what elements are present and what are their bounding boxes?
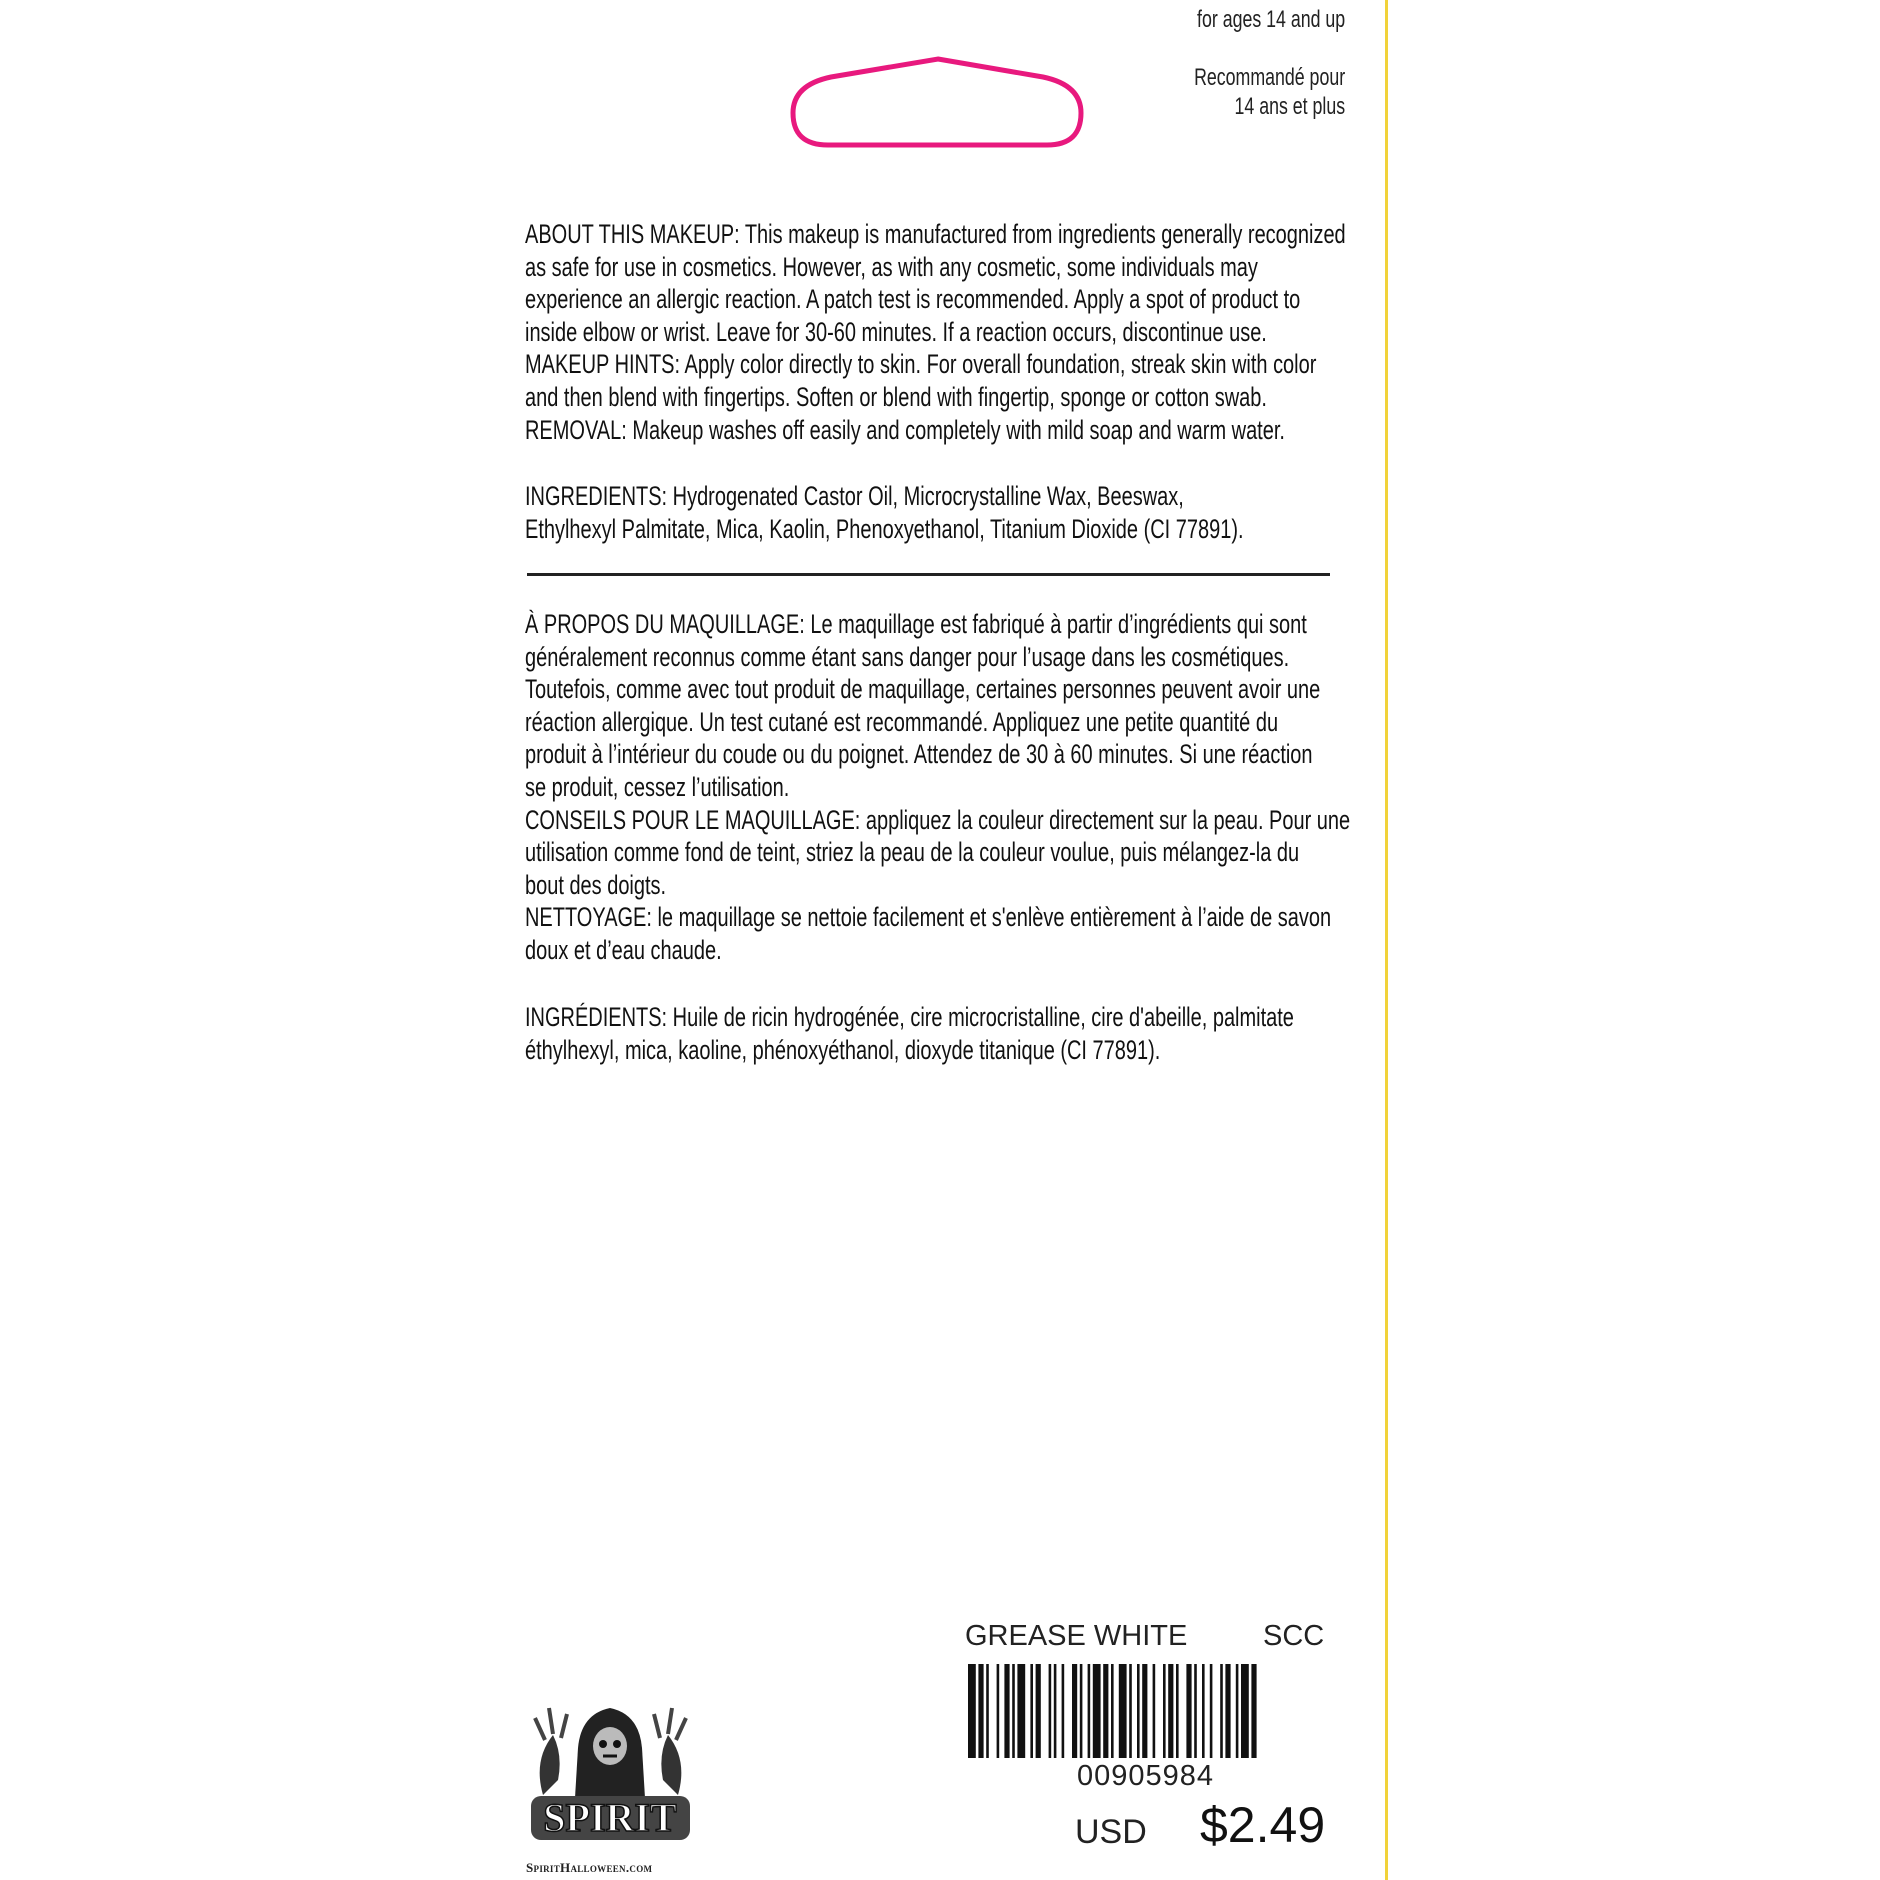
ingredients-line: éthylhexyl, mica, kaoline, phénoxyéthanol, dioxyde titanique (CI 77891). <box>525 1034 1161 1065</box>
barcode-bar <box>1137 1664 1140 1758</box>
age-recommendation-fr: Recommandé pour 14 ans et plus <box>1193 64 1345 120</box>
english-instructions <box>525 218 1634 446</box>
logo-wordmark: SPIRIT <box>543 1795 677 1840</box>
barcode-bar <box>1017 1664 1025 1758</box>
barcode-bar <box>1220 1664 1223 1758</box>
removal-line-1: NETTOYAGE: le maquillage se nettoie facilement et s'enlève entièrement à l’aide de savon <box>525 902 1332 933</box>
hints-line-1: CONSEILS POUR LE MAQUILLAGE: appliquez la couleur directement sur la peau. Pour une <box>525 804 1351 835</box>
hints-line: and then blend with fingertips. Soften or blend with fingertip, sponge or cotton swab. <box>525 381 1267 412</box>
barcode-bar <box>1054 1664 1057 1758</box>
barcode-bar <box>1186 1664 1191 1758</box>
packaging-back-card <box>500 0 1388 1880</box>
barcode-bar <box>1163 1664 1166 1758</box>
barcode-bar <box>978 1664 983 1758</box>
barcode-bar <box>1142 1664 1147 1758</box>
removal-line: doux et d’eau chaude. <box>525 934 722 965</box>
ingredients-line-1: INGRÉDIENTS: Huile de ricin hydrogénée, cire microcristalline, cire d'abeille, palmitate <box>525 1002 1294 1032</box>
hints-line: utilisation comme fond de teint, striez la peau de la couleur voulue, puis mélangez-la du <box>525 837 1300 868</box>
section-divider <box>527 573 1330 576</box>
barcode-bar <box>1062 1664 1065 1758</box>
ingredients-line-1: INGREDIENTS: Hydrogenated Castor Oil, Microcrystalline Wax, Beeswax, <box>525 481 1184 511</box>
hints-label: CONSEILS POUR LE MAQUILLAGE: <box>525 804 861 835</box>
french-ingredients <box>525 1001 1564 1066</box>
barcode-bar <box>1225 1664 1230 1758</box>
about-line: Toutefois, comme avec tout produit de maquillage, certaines personnes peuvent avoir une <box>525 674 1321 705</box>
barcode-bar <box>1004 1664 1009 1758</box>
removal-line: REMOVAL: Makeup washes off easily and completely with mild soap and warm water. <box>525 414 1285 445</box>
about-line: inside elbow or wrist. Leave for 30-60 minutes. If a reaction occurs, discontinue use. <box>525 316 1267 347</box>
english-ingredients <box>525 480 1496 545</box>
product-name: GREASE WHITE <box>965 1620 1188 1652</box>
barcode-icon <box>968 1664 1328 1758</box>
ingredients-label: INGREDIENTS: <box>525 481 668 511</box>
barcode-bar <box>1080 1664 1083 1758</box>
barcode-bar <box>1241 1664 1249 1758</box>
brand-website: SpiritHalloween.com <box>526 1860 653 1875</box>
upc-number: 00905984 <box>1077 1760 1215 1792</box>
hints-label: MAKEUP HINTS: <box>525 349 681 380</box>
barcode-bar <box>986 1664 989 1758</box>
french-instructions <box>525 608 1640 967</box>
ingredients-line: Ethylhexyl Palmitate, Mica, Kaolin, Phenoxyethanol, Titanium Dioxide (CI 77891). <box>525 513 1244 544</box>
about-line-1: ABOUT THIS MAKEUP: This makeup is manufactured from ingredients generally recognized <box>525 219 1346 249</box>
barcode-bar <box>1093 1664 1101 1758</box>
barcode-bar <box>1236 1664 1239 1758</box>
about-line-1: À PROPOS DU MAQUILLAGE: Le maquillage est fabriqué à partir d’ingrédients qui sont <box>525 609 1307 639</box>
barcode-bar <box>968 1664 976 1758</box>
barcode-bar <box>1036 1664 1041 1758</box>
barcode-bar <box>1168 1664 1173 1758</box>
barcode-bar <box>1251 1664 1256 1758</box>
hints-line-1: MAKEUP HINTS: Apply color directly to skin. For overall foundation, streak skin with color <box>525 349 1317 380</box>
product-code: SCC <box>1263 1620 1325 1652</box>
barcode-bar <box>1049 1664 1052 1758</box>
spirit-logo <box>523 1700 698 1850</box>
about-label: ABOUT THIS MAKEUP: <box>525 219 740 249</box>
about-line: se produit, cessez l’utilisation. <box>525 771 790 802</box>
price-value: $2.49 <box>1200 1797 1326 1853</box>
about-line: as safe for use in cosmetics. However, as with any cosmetic, some individuals may <box>525 251 1258 282</box>
about-label: À PROPOS DU MAQUILLAGE: <box>525 609 805 639</box>
barcode-bar <box>1111 1664 1114 1758</box>
about-line: experience an allergic reaction. A patch test is recommended. Apply a spot of product to <box>525 284 1301 315</box>
barcode-bar <box>1194 1664 1197 1758</box>
barcode-bar <box>1030 1664 1033 1758</box>
currency-label: USD <box>1075 1813 1147 1851</box>
barcode-bar <box>1119 1664 1127 1758</box>
ingredients-label: INGRÉDIENTS: <box>525 1002 668 1032</box>
barcode-bar <box>1176 1664 1179 1758</box>
removal-label: REMOVAL: <box>525 414 627 445</box>
about-line: généralement reconnus comme étant sans danger pour l’usage dans les cosmétiques. <box>525 641 1290 672</box>
about-line: produit à l’intérieur du coude ou du poignet. Attendez de 30 à 60 minutes. Si une réaction <box>525 739 1313 770</box>
barcode-bar <box>1210 1664 1213 1758</box>
barcode-bar <box>1202 1664 1205 1758</box>
barcode-bar <box>1088 1664 1091 1758</box>
age-recommendation-en: for ages 14 and up <box>1196 6 1345 33</box>
about-line: réaction allergique. Un test cutané est recommandé. Appliquez une petite quantité du <box>525 706 1279 737</box>
barcode-bar <box>1072 1664 1077 1758</box>
hints-line: bout des doigts. <box>525 869 667 900</box>
barcode-bar <box>1153 1664 1156 1758</box>
barcode-bar <box>997 1664 1000 1758</box>
barcode-bar <box>1103 1664 1108 1758</box>
hang-hole-icon <box>785 55 1090 150</box>
barcode-bar <box>1012 1664 1015 1758</box>
removal-label: NETTOYAGE: <box>525 902 652 933</box>
barcode-bar <box>1129 1664 1132 1758</box>
